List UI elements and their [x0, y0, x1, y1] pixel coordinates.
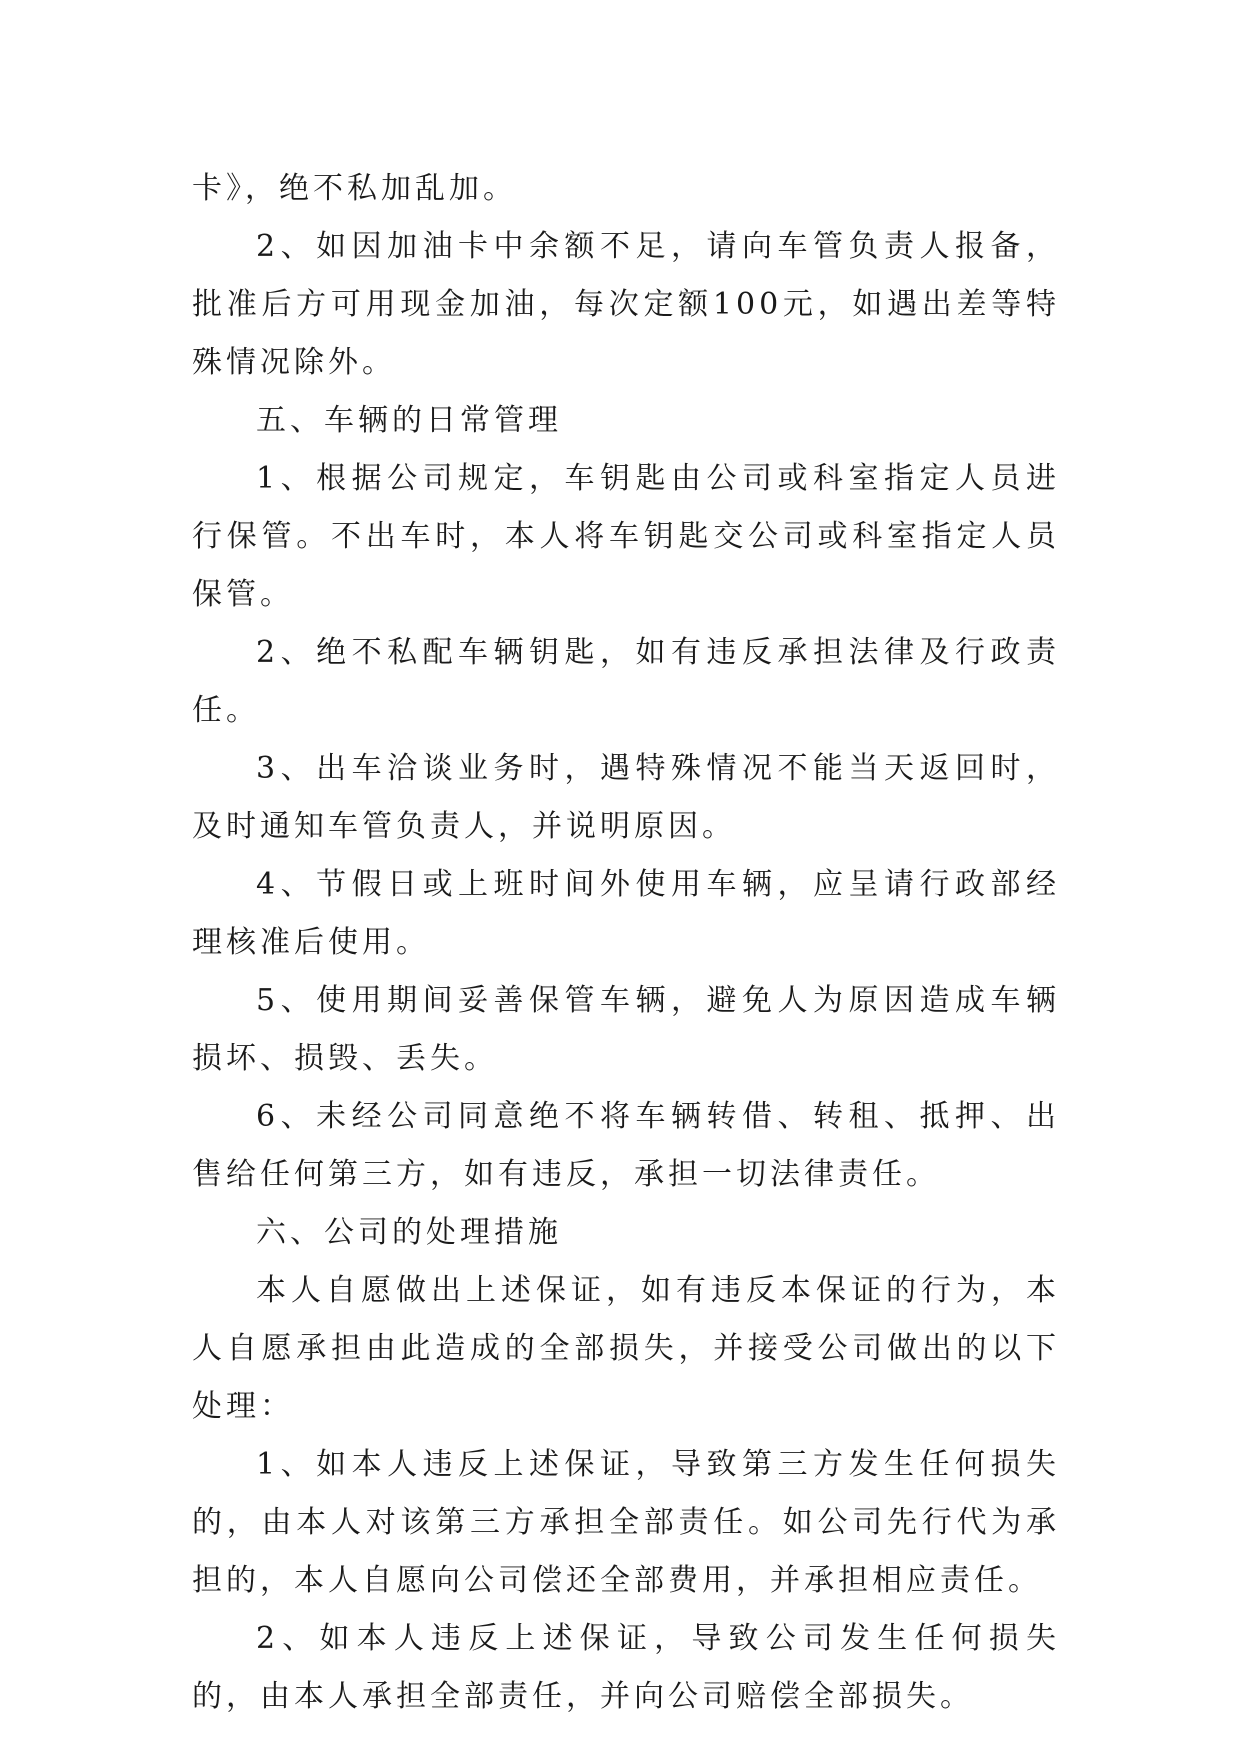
paragraph-clause-2-keys: 2、绝不私配车辆钥匙，如有违反承担法律及行政责任。 — [192, 635, 1060, 728]
paragraph-continuation: 卡》，绝不私加乱加。 — [192, 171, 517, 206]
paragraph-measure-2: 2、如本人违反上述保证，导致公司发生任何损失的，由本人承担全部责任，并向公司赔偿全部损失。 — [192, 1621, 1060, 1714]
paragraph-clause-4-holidays: 4、节假日或上班时间外使用车辆，应呈请行政部经理核准后使用。 — [192, 867, 1060, 960]
paragraph-clause-1-keys: 1、根据公司规定，车钥匙由公司或科室指定人员进行保管。不出车时，本人将车钥匙交公司或科室指定人员保管。 — [192, 461, 1060, 612]
paragraph-clause-6-transfer: 6、未经公司同意绝不将车辆转借、转租、抵押、出售给任何第三方，如有违反，承担一切法律责任。 — [192, 1099, 1060, 1192]
paragraph-clause-3-business: 3、出车洽谈业务时，遇特殊情况不能当天返回时，及时通知车管负责人，并说明原因。 — [192, 751, 1060, 844]
document-body — [192, 160, 1060, 1726]
paragraph-guarantee-intro: 本人自愿做出上述保证，如有违反本保证的行为，本人自愿承担由此造成的全部损失，并接受公司做出的以下处理： — [192, 1273, 1060, 1424]
paragraph-clause-5-care: 5、使用期间妥善保管车辆，避免人为原因造成车辆损坏、损毁、丢失。 — [192, 983, 1060, 1076]
section-heading-6: 六、公司的处理措施 — [256, 1215, 562, 1250]
paragraph-clause-2-fuel: 2、如因加油卡中余额不足，请向车管负责人报备，批准后方可用现金加油，每次定额100元，如遇出差等特殊情况除外。 — [192, 229, 1060, 380]
paragraph-measure-1: 1、如本人违反上述保证，导致第三方发生任何损失的，由本人对该第三方承担全部责任。如公司先行代为承担的，本人自愿向公司偿还全部费用，并承担相应责任。 — [192, 1447, 1060, 1598]
section-heading-5: 五、车辆的日常管理 — [256, 403, 562, 438]
